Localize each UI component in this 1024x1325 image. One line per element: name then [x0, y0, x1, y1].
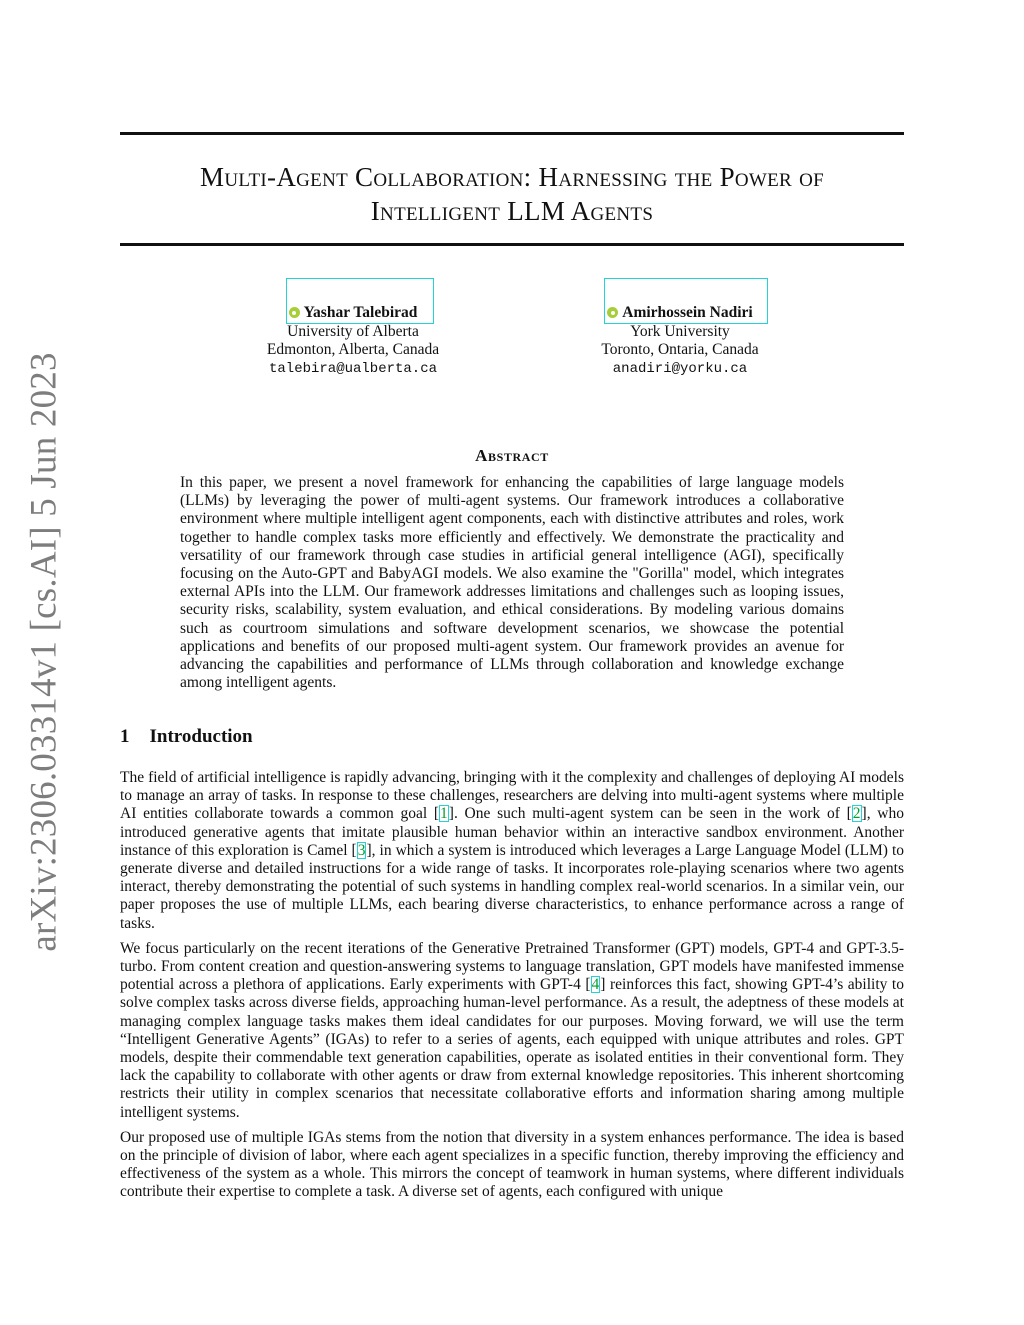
orcid-icon[interactable]	[289, 307, 300, 318]
citation-link-4[interactable]: 4	[591, 976, 600, 994]
section-title: Introduction	[149, 726, 253, 747]
abstract-text: In this paper, we present a novel framework for enhancing the capabilities of large language models (LLMs) by leveraging the power of multi-agent systems. Our framework introduces a collaborative environment where multiple intelligent agent components, each with distinctive attributes and roles, work together to handle complex tasks more efficiently and effectively. We demonstrate the practicality and versatility of our framework through case studies in artificial general intelligence (AGI), specifically focusing on the Auto-GPT and BabyAGI models. We also examine the "Gorilla" model, which integrates external APIs into the LLM. Our framework addresses limitations and challenges such as looping issues, security risks, scalability, system evaluation, and ethical considerations. By modeling various domains such as courtroom simulations and software development scenarios, we showcase the potential applications and benefits of our proposed multi-agent system. Our framework provides an avenue for advancing the capabilities and performance of LLMs through collaboration and knowledge exchange among intelligent agents.	[180, 474, 844, 692]
paragraph-text: We focus particularly on the recent iterations of the Generative Pretrained Transformer (GPT) models, GPT-4 and GPT-3.5-turbo. From content creation and question-answering systems to language translation, GPT models have manifested immense potential across a plethora of applications. Early experiments with GPT-4 [	[120, 939, 904, 994]
paragraph-text: ] reinforces this fact, showing GPT-4’s ability to solve complex tasks across diverse fields, approaching human-level performance. As a result, the adeptness of these models at managing complex language tasks makes them ideal candidates for our purposes. Moving forward, we will use the term “Intelligent Generative Agents” (IGAs) to refer to a series of agents, each equipped with unique attributes and roles. GPT models, despite their commendable text generation capabilities, operate as isolated entities in their conventional form. They lack the capability to collaborate with other agents or draw from external knowledge repositories. This inherent shortcoming restricts their utility in complex scenarios that necessitate collaborative efforts and information sharing among multiple intelligent systems.	[120, 976, 904, 1121]
author-name: Yashar Talebirad	[303, 304, 418, 321]
paragraph-1	[120, 769, 904, 933]
author-name-link[interactable]	[289, 304, 418, 323]
abstract-heading: Abstract	[475, 446, 549, 465]
introduction-body	[120, 769, 904, 1209]
paragraph-3: Our proposed use of multiple IGAs stems from the notion that diversity in a system enhances performance. The idea is based on the principle of division of labor, where each agent specializes in a specific function, thereby improving the efficiency and effectiveness of the system as a whole. This mirrors the concept of teamwork in human systems, where different individuals contribute their expertise to complete a task. A diverse set of agents, each configured with unique	[120, 1128, 904, 1201]
paragraph-text: ]. One such multi-agent system can be seen in the work of [	[448, 805, 852, 823]
paragraph-2	[120, 940, 904, 1122]
author-email[interactable]: anadiri@yorku.ca	[612, 360, 748, 377]
author-email[interactable]: talebira@ualberta.ca	[268, 360, 438, 377]
citation-link-3[interactable]: 3	[357, 841, 366, 859]
paragraph-text: ], who introduced generative agents that imitate plausible human behavior within an interactive sandbox environment. Another instance of this exploration is Camel [	[120, 805, 904, 859]
author-name: Amirhossein Nadiri	[622, 304, 753, 321]
paper-title-line-1: Multi-Agent Collaboration: Harnessing the Power of	[200, 162, 824, 192]
paper-title-line-2: Intelligent LLM Agents	[370, 196, 654, 226]
paper-title	[120, 160, 904, 228]
title-top-rule	[120, 132, 904, 135]
author-block-2	[570, 304, 790, 378]
author-location: Toronto, Ontaria, Canada	[601, 341, 759, 358]
citation-link-2[interactable]: 2	[852, 805, 861, 823]
section-number: 1	[120, 726, 130, 747]
author-block-1	[238, 304, 468, 378]
paragraph-text: The field of artificial intelligence is rapidly advancing, bringing with it the complexity and challenges of deploying AI models to manage an array of tasks. In response to these challenges, researchers are delving into multi-agent systems where multiple AI entities collaborate towards a common goal [	[120, 769, 904, 823]
title-bottom-rule	[120, 243, 904, 246]
citation-link-1[interactable]: 1	[440, 805, 448, 823]
author-name-link[interactable]	[607, 304, 752, 323]
orcid-icon[interactable]	[607, 307, 618, 318]
section-heading	[120, 726, 253, 748]
author-affiliation: York University	[630, 322, 730, 340]
author-affiliation: University of Alberta	[287, 322, 419, 340]
paragraph-text: ], in which a system is introduced which leverages a Large Language Model (LLM) to generate diverse and detailed instructions for a wide range of tasks. It incorporates role-playing scenarios where two agents interact, thereby demonstrating the potential of such systems in handling complex real-world scenarios. In a similar vein, our paper proposes the use of multiple LLMs, each bearing diverse characteristics, to enhance performance across a range of tasks.	[120, 841, 905, 932]
author-location: Edmonton, Alberta, Canada	[266, 341, 440, 358]
arxiv-identifier-stamp: arXiv:2306.03314v1 [cs.AI] 5 Jun 2023	[23, 352, 65, 952]
